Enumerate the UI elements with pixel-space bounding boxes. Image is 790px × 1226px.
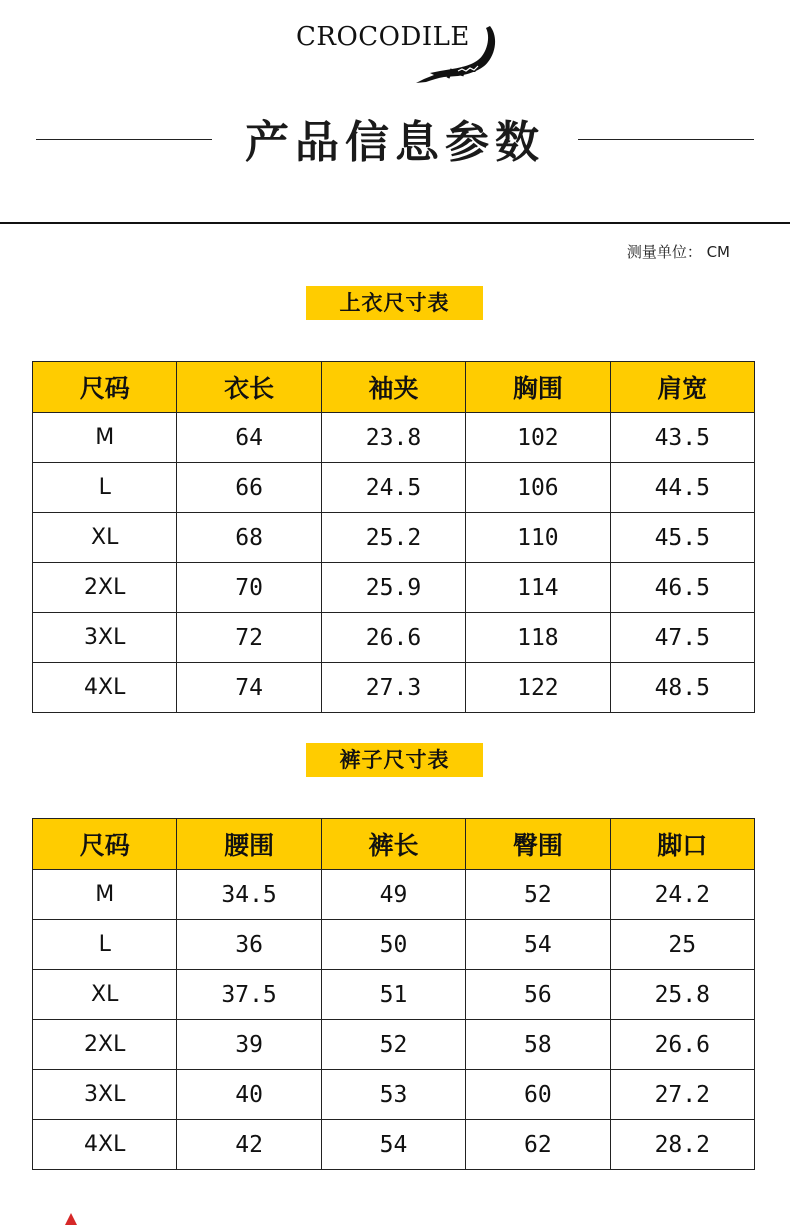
title-rule-right <box>578 139 754 140</box>
table-row <box>33 920 755 970</box>
table-cell: 34.5 <box>177 870 321 920</box>
crocodile-logo-icon <box>412 22 496 92</box>
table-cell: 70 <box>177 563 321 613</box>
table-row <box>33 870 755 920</box>
header-armhole: 袖夹 <box>321 362 465 413</box>
table-cell: 58 <box>466 1020 610 1070</box>
table-header-row <box>33 819 755 870</box>
header-size: 尺码 <box>33 819 177 870</box>
table-cell: 45.5 <box>610 513 754 563</box>
table-cell: 52 <box>466 870 610 920</box>
page-title: 产品信息参数 <box>245 117 545 168</box>
table-row <box>33 563 755 613</box>
table-cell: 114 <box>466 563 610 613</box>
table-cell: 23.8 <box>321 413 465 463</box>
table-cell: 50 <box>321 920 465 970</box>
pants-size-chart-label: 裤子尺寸表 <box>306 743 483 777</box>
table-cell: 49 <box>321 870 465 920</box>
table-row <box>33 663 755 713</box>
tops-size-table <box>32 361 755 713</box>
table-cell: 52 <box>321 1020 465 1070</box>
table-row <box>33 413 755 463</box>
table-header-row <box>33 362 755 413</box>
table-cell: 122 <box>466 663 610 713</box>
header-pants-length: 裤长 <box>321 819 465 870</box>
table-cell: 47.5 <box>610 613 754 663</box>
table-cell: 102 <box>466 413 610 463</box>
table-cell: 66 <box>177 463 321 513</box>
pants-size-table <box>32 818 755 1170</box>
table-cell: XL <box>33 513 177 563</box>
table-cell: 68 <box>177 513 321 563</box>
table-row <box>33 1070 755 1120</box>
table-cell: M <box>33 413 177 463</box>
table-cell: 64 <box>177 413 321 463</box>
table-row <box>33 513 755 563</box>
table-cell: 60 <box>466 1070 610 1120</box>
table-cell: 27.2 <box>610 1070 754 1120</box>
table-cell: 24.2 <box>610 870 754 920</box>
header-length: 衣长 <box>177 362 321 413</box>
table-cell: 27.3 <box>321 663 465 713</box>
table-cell: M <box>33 870 177 920</box>
table-cell: 54 <box>321 1120 465 1170</box>
table-row <box>33 613 755 663</box>
table-cell: 53 <box>321 1070 465 1120</box>
table-cell: 72 <box>177 613 321 663</box>
table-cell: 2XL <box>33 563 177 613</box>
header-chest: 胸围 <box>466 362 610 413</box>
table-cell: 2XL <box>33 1020 177 1070</box>
brand-name: CROCODILE <box>296 22 470 52</box>
header-waist: 腰围 <box>177 819 321 870</box>
section-divider <box>0 222 790 224</box>
table-row <box>33 463 755 513</box>
table-cell: 28.2 <box>610 1120 754 1170</box>
table-cell: 106 <box>466 463 610 513</box>
table-cell: 25.8 <box>610 970 754 1020</box>
table-cell: 3XL <box>33 613 177 663</box>
header-shoulder: 肩宽 <box>610 362 754 413</box>
table-cell: 110 <box>466 513 610 563</box>
table-cell: 42 <box>177 1120 321 1170</box>
table-cell: 43.5 <box>610 413 754 463</box>
table-row <box>33 1020 755 1070</box>
table-cell: 36 <box>177 920 321 970</box>
table-row <box>33 970 755 1020</box>
table-cell: 51 <box>321 970 465 1020</box>
title-rule-left <box>36 139 212 140</box>
table-row <box>33 1120 755 1170</box>
table-cell: L <box>33 463 177 513</box>
header-hip: 臀围 <box>466 819 610 870</box>
table-cell: 26.6 <box>610 1020 754 1070</box>
table-cell: 44.5 <box>610 463 754 513</box>
table-cell: 48.5 <box>610 663 754 713</box>
table-cell: L <box>33 920 177 970</box>
table-cell: 25.9 <box>321 563 465 613</box>
table-cell: XL <box>33 970 177 1020</box>
table-cell: 24.5 <box>321 463 465 513</box>
table-cell: 118 <box>466 613 610 663</box>
warning-icon <box>64 1212 78 1226</box>
table-cell: 3XL <box>33 1070 177 1120</box>
table-cell: 40 <box>177 1070 321 1120</box>
table-cell: 46.5 <box>610 563 754 613</box>
table-cell: 39 <box>177 1020 321 1070</box>
header-leg-opening: 脚口 <box>610 819 754 870</box>
table-cell: 25.2 <box>321 513 465 563</box>
table-cell: 4XL <box>33 1120 177 1170</box>
table-cell: 26.6 <box>321 613 465 663</box>
measurement-unit: 测量单位： CM <box>626 243 730 261</box>
table-cell: 62 <box>466 1120 610 1170</box>
table-cell: 56 <box>466 970 610 1020</box>
table-cell: 74 <box>177 663 321 713</box>
table-cell: 54 <box>466 920 610 970</box>
table-cell: 4XL <box>33 663 177 713</box>
table-cell: 37.5 <box>177 970 321 1020</box>
tops-size-chart-label: 上衣尺寸表 <box>306 286 483 320</box>
header-size: 尺码 <box>33 362 177 413</box>
table-cell: 25 <box>610 920 754 970</box>
